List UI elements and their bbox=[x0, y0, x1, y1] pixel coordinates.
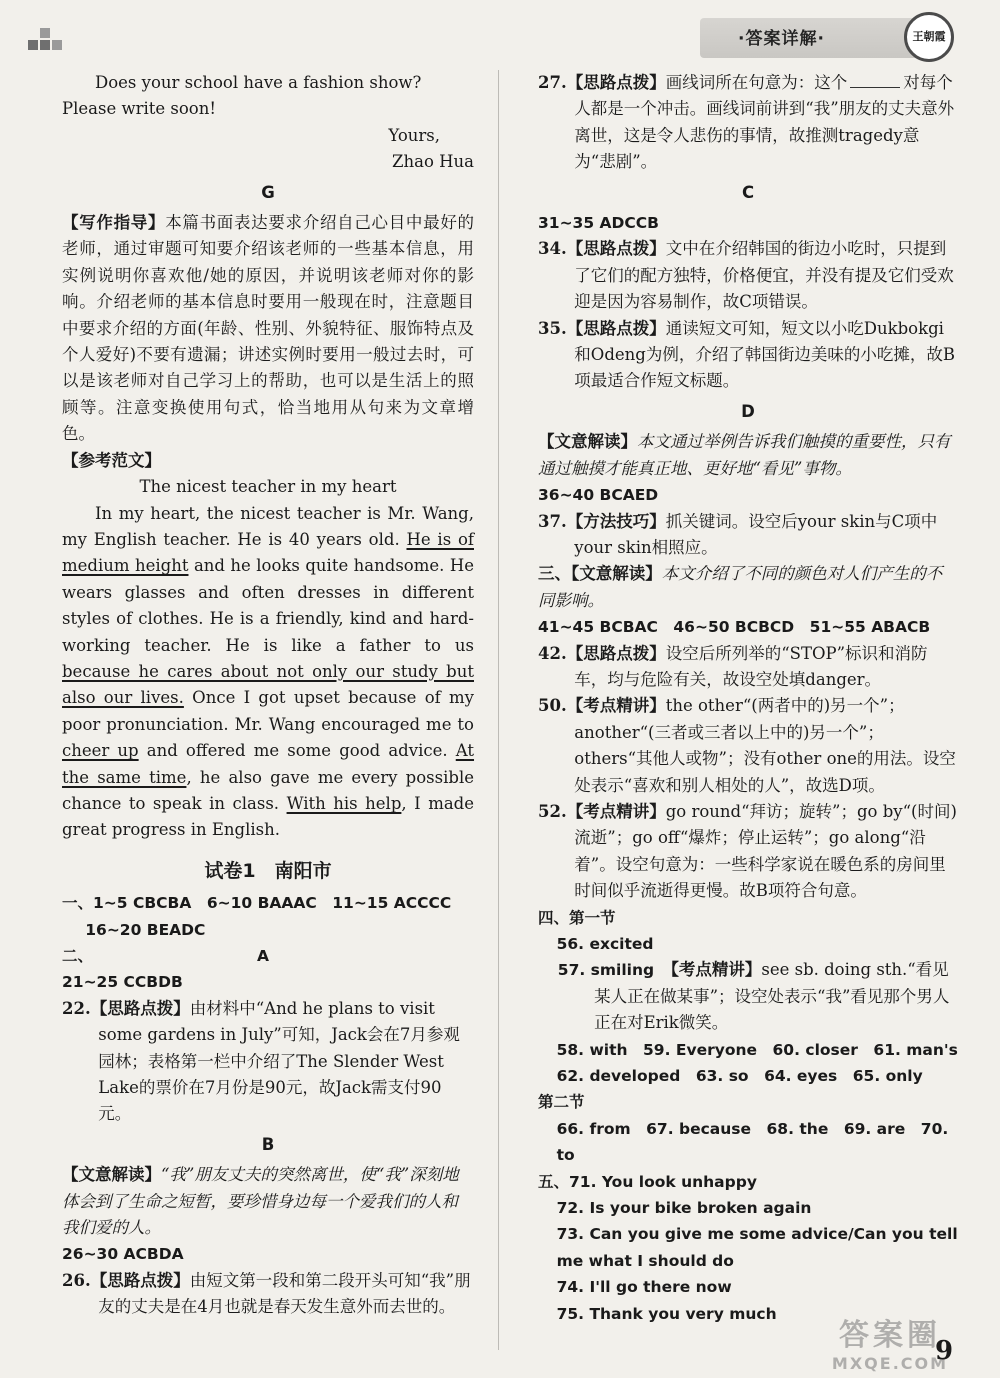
writing-guide-text: 本篇书面表达要求介绍自己心目中最好的老师，通过审题可知要介绍该老师的一些基本信息，用实例说明你喜欢他/她的原因，并说明该老师对你的影响。介绍老师的基本信息时要用一般现在时，注意题目中要求介绍的方面(年龄、性别、外貌特征、服饰特点及个人爱好)不要有遗漏；讲述实例时要用一般过去时，可以是该老师对自己学习上的帮助，也可以是生活上的照顾等。注意变换使用句式，恰当地用从句来为文章增色。 bbox=[62, 213, 475, 444]
explanation-42: 42.【思路点拨】设空后所列举的“STOP”标识和消防车，均与危险有关，故设空处填danger。 bbox=[538, 643, 928, 689]
left-column bbox=[62, 70, 474, 1321]
section-label: 第二节 bbox=[538, 1093, 585, 1112]
column-divider bbox=[498, 70, 499, 1350]
writing-guide-tag: 【写作指导】 bbox=[62, 213, 166, 233]
page-number: 9 bbox=[935, 1336, 954, 1366]
header-title: ·答案详解· bbox=[738, 29, 825, 49]
answer-row: 58. with 59. Everyone 60. closer 61. man's bbox=[556, 1040, 958, 1059]
section-letter-g: G bbox=[261, 182, 275, 202]
answer-72: 72. Is your bike broken again bbox=[556, 1199, 812, 1218]
answer-row: 26~30 ACBDA bbox=[62, 1245, 184, 1264]
essay-title: The nicest teacher in my heart bbox=[139, 477, 397, 497]
blank-line bbox=[850, 87, 900, 88]
answer-row: 36~40 BCAED bbox=[538, 486, 659, 505]
passage-summary-part3: 三、【文意解读】本文介绍了不同的颜色对人们产生的不同影响。 bbox=[538, 564, 943, 610]
sample-tag: 【参考范文】 bbox=[62, 450, 161, 470]
explanation-57: 57. smiling 【考点精讲】see sb. doing sth.“看见某人正在做某事”；设空处表示“我”看见那个男人正在对Erik微笑。 bbox=[557, 960, 950, 1033]
underlined-phrase: cheer up bbox=[62, 741, 139, 761]
logo-badge: 王朝霞 bbox=[904, 12, 954, 62]
answer-row: 21~25 CCBDB bbox=[62, 973, 183, 992]
explanation-37: 37.【方法技巧】抓关键词。设空后your skin与C项中your skin相照应。 bbox=[538, 511, 938, 557]
answer-row: 一、1~5 CBCBA 6~10 BAAAC 11~15 ACCCC bbox=[62, 894, 452, 913]
answer-56: 56. excited bbox=[556, 935, 654, 953]
underlined-phrase: At the same time bbox=[62, 741, 475, 787]
corner-decoration bbox=[28, 28, 68, 54]
answer-row: 31~35 ADCCB bbox=[538, 214, 659, 233]
test-title: 试卷1 南阳市 bbox=[204, 859, 332, 882]
section-letter-c: C bbox=[741, 182, 755, 202]
section-letter-a: A bbox=[257, 947, 270, 965]
underlined-phrase: because he cares about not only our study but also our lives. bbox=[62, 661, 474, 708]
passage-summary-d: 【文意解读】本文通过举例告诉我们触摸的重要性，只有通过触摸才能真正地、更好地“看见”事物。 bbox=[538, 432, 951, 478]
letter-signature: Zhao Hua bbox=[392, 152, 474, 172]
answer-71: 五、71. You look unhappy bbox=[538, 1172, 757, 1191]
answer-73: 73. Can you give me some advice/Can you tell me what I should do bbox=[556, 1225, 958, 1270]
writing-guide bbox=[62, 210, 474, 448]
passage-summary-b: 【文意解读】“我”朋友丈夫的突然离世，使“我”深刻地体会到了生命之短暂，要珍惜身边每一个爱我们的人和我们爱的人。 bbox=[62, 1165, 459, 1238]
right-column bbox=[538, 70, 958, 1327]
underlined-phrase: With his help bbox=[286, 793, 402, 813]
part-label: 四、第一节 bbox=[538, 908, 616, 927]
explanation-50: 50.【考点精讲】the other“(两者中的)另一个”；another“(三者或三者以上中的)另一个”；others“其他人或物”；没有other one的用法。设空处表示“喜欢和别人相处的人”，故选D项。 bbox=[538, 696, 956, 795]
section-letter-d: D bbox=[741, 401, 755, 421]
answer-row: 16~20 BEADC bbox=[85, 920, 206, 939]
explanation-26: 26.【思路点拨】由短文第一段和第二段开头可知“我”朋友的丈夫是在4月也就是春天发生意外而去世的。 bbox=[62, 1270, 471, 1317]
explanation-22: 22.【思路点拨】由材料中“And he plans to visit some gardens in July”可知，Jack会在7月参观园林；表格第一栏中介绍了The Slender West Lake的票价在7月份是90元，故Jack需支付90元。 bbox=[62, 998, 460, 1124]
part-label: 二、 A bbox=[62, 943, 474, 969]
section-letter-b: B bbox=[261, 1134, 275, 1154]
answer-75: 75. Thank you very much bbox=[556, 1304, 777, 1323]
letter-closing: Yours, bbox=[388, 125, 440, 145]
watermark-logo: 答案圈 MXQE.COM bbox=[831, 1318, 949, 1373]
letter-line: Please write soon! bbox=[62, 99, 216, 119]
answer-74: 74. I'll go there now bbox=[556, 1278, 732, 1297]
explanation-52: 52.【考点精讲】go round“拜访；旋转”；go by“(时间)流逝”；go off“爆炸；停止运转”；go along“沿着”。设空句意为：一些科学家说在暖色系的房间里时间似乎流逝得更慢。故B项符合句意。 bbox=[538, 801, 957, 901]
explanation-27: 27.【思路点拨】画线词所在句意为：这个 对每个人都是一个冲击。画线词前讲到“我”朋友的丈夫意外离世，这是令人悲伤的事情，故推测tragedy意为“悲剧”。 bbox=[538, 73, 955, 172]
explanation-35: 35.【思路点拨】通读短文可知，短文以小吃Dukbokgi和Odeng为例，介绍了韩国街边美味的小吃摊，故B项最适合作短文标题。 bbox=[538, 318, 955, 391]
letter-line: Does your school have a fashion show? bbox=[95, 73, 422, 92]
underlined-phrase: He is of medium height bbox=[62, 529, 474, 576]
answer-row: 66. from 67. because 68. the 69. are 70. to bbox=[556, 1119, 949, 1165]
answer-row: 41~45 BCBAC 46~50 BCBCD 51~55 ABACB bbox=[538, 618, 931, 637]
answer-row: 62. developed 63. so 64. eyes 65. only bbox=[556, 1067, 923, 1086]
explanation-34: 34.【思路点拨】文中在介绍韩国的街边小吃时，只提到了它们的配方独特，价格便宜，并没有提及它们受欢迎是因为容易制作，故C项错误。 bbox=[538, 239, 954, 312]
sample-essay: In my heart, the nicest teacher is Mr. Wang, my English teacher. He is 40 years old. He is of medium height and he looks quite handsome. He wears glasses and often dresses in different styles of clothes. He is a friendly, kind and hard-working teacher. He is like a father to us because he cares about not only our study but also our lives. Once I got upset because of my poor pronunciation. Mr. Wang encouraged me to cheer up and offered me some good advice. At the same time, he also gave me every possible chance to speak in class. With his help, I made great progress in English. bbox=[62, 503, 475, 840]
